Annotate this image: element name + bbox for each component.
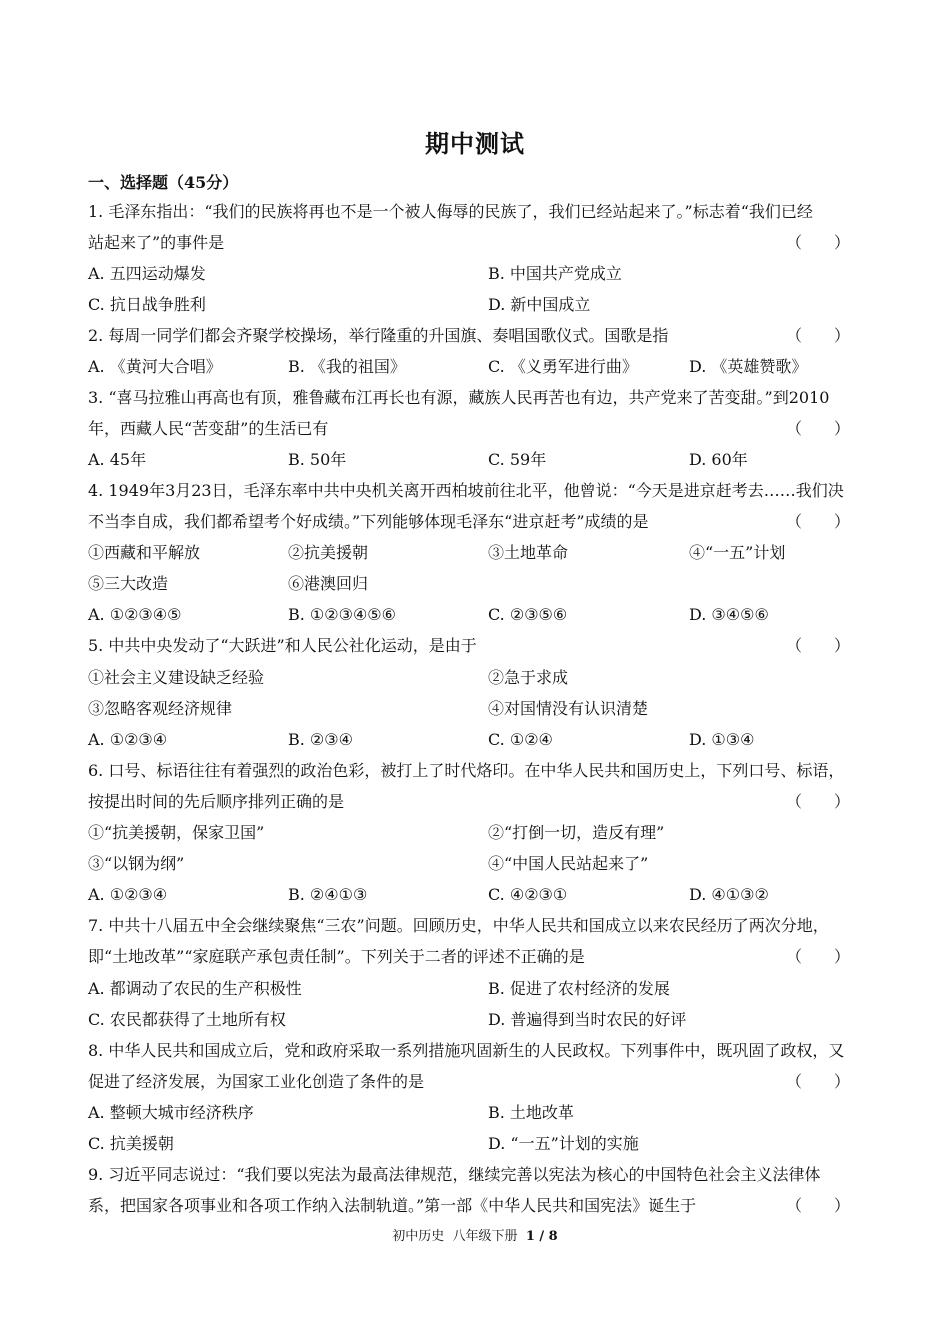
- footer-page-number: 1 / 8: [525, 1229, 558, 1244]
- q7-option-b: B. 促进了农村经济的发展: [488, 979, 670, 998]
- answer-bracket: （ ）: [785, 1196, 850, 1215]
- q5-option-a: A. ①②③④: [88, 730, 168, 749]
- q2-option-b: B. 《我的祖国》: [288, 357, 406, 376]
- question-5-options: [88, 724, 864, 755]
- section-heading: 一、选择题（45分）: [88, 173, 239, 192]
- q2-option-c: C. 《义勇军进行曲》: [488, 357, 638, 376]
- q4-option-d: D. ③④⑤⑥: [689, 605, 769, 624]
- question-8-options-row1: [88, 1097, 864, 1128]
- q5-item-3: ③忽略客观经济规律: [88, 699, 233, 718]
- q5-item-4: ④对国情没有认识清楚: [488, 699, 649, 718]
- question-6-items-row1: [88, 817, 864, 848]
- q8-option-c: C. 抗美援朝: [88, 1134, 174, 1153]
- q6-item-3: ③“以钢为纲”: [88, 854, 185, 873]
- q6-option-b: B. ②④①③: [288, 885, 368, 904]
- q6-item-1: ①“抗美援朝，保家卫国”: [88, 823, 265, 842]
- question-4-stem: 4. 1949年3月23日，毛泽东率中共中央机关离开西柏坡前往北平，他曾说：“今天是进京赶考去……我们决: [88, 481, 844, 500]
- q4-item-5: ⑤三大改造: [88, 574, 169, 593]
- question-7-options-row2: [88, 1004, 864, 1035]
- page-footer: [0, 1225, 950, 1244]
- answer-bracket: （ ）: [785, 947, 850, 966]
- q6-option-c: C. ④②③①: [488, 885, 568, 904]
- q2-option-d: D. 《英雄赞歌》: [689, 357, 808, 376]
- question-4-options: [88, 599, 864, 630]
- question-1-options-row1: [88, 258, 864, 289]
- question-9-stem-cont: 系，把国家各项事业和各项工作纳入法制轨道。”第一部《中华人民共和国宪法》诞生于 （ ）: [88, 1190, 864, 1221]
- answer-bracket: （ ）: [785, 419, 850, 438]
- q4-item-3: ③土地革命: [488, 543, 569, 562]
- question-1-options-row2: [88, 289, 864, 320]
- q6-item-2: ②“打倒一切，造反有理”: [488, 823, 665, 842]
- question-6-options: [88, 879, 864, 910]
- question-5-stem: 5. 中共中央发动了“大跃进”和人民公社化运动，是由于 （ ）: [88, 630, 864, 661]
- question-7-stem: 7. 中共十八届五中全会继续聚焦“三农”问题。回顾历史，中华人民共和国成立以来农民经历了两次分地，: [88, 916, 829, 935]
- q4-option-b: B. ①②③④⑤⑥: [288, 605, 396, 624]
- question-2-options: [88, 351, 864, 382]
- q3-option-d: D. 60年: [689, 450, 748, 469]
- q7-option-a: A. 都调动了农民的生产积极性: [88, 979, 302, 998]
- question-8-stem: 8. 中华人民共和国成立后，党和政府采取一系列措施巩固新生的人民政权。下列事件中，既巩固了政权，又: [88, 1041, 845, 1060]
- question-8-options-row2: [88, 1128, 864, 1159]
- page-title: 期中测试: [425, 129, 525, 158]
- q6-option-d: D. ④①③②: [689, 885, 769, 904]
- q1-option-d: D. 新中国成立: [488, 295, 591, 314]
- q3-option-b: B. 50年: [288, 450, 347, 469]
- footer-course: 初中历史: [392, 1229, 445, 1244]
- question-3-options: [88, 444, 864, 475]
- q3-option-c: C. 59年: [488, 450, 547, 469]
- answer-bracket: （ ）: [785, 1072, 850, 1091]
- q7-option-c: C. 农民都获得了土地所有权: [88, 1010, 286, 1029]
- q5-item-1: ①社会主义建设缺乏经验: [88, 668, 265, 687]
- question-5-items-row2: [88, 693, 864, 724]
- question-8-stem-cont: 促进了经济发展，为国家工业化创造了条件的是 （ ）: [88, 1066, 864, 1097]
- question-6-stem: 6. 口号、标语往往有着强烈的政治色彩，被打上了时代烙印。在中华人民共和国历史上，下列口号、标语，: [88, 761, 845, 780]
- q4-item-1: ①西藏和平解放: [88, 543, 201, 562]
- q3-option-a: A. 45年: [88, 450, 147, 469]
- q5-option-d: D. ①③④: [689, 730, 755, 749]
- q1-option-b: B. 中国共产党成立: [488, 264, 622, 283]
- q5-item-2: ②急于求成: [488, 668, 569, 687]
- answer-bracket: （ ）: [785, 636, 850, 655]
- q4-option-a: A. ①②③④⑤: [88, 605, 182, 624]
- footer-grade: 八年级下册: [452, 1229, 518, 1244]
- question-1-stem-cont: 站起来了”的事件是 （ ）: [88, 227, 864, 258]
- q6-option-a: A. ①②③④: [88, 885, 168, 904]
- question-7-stem-cont: 即“土地改革”“家庭联产承包责任制”。下列关于二者的评述不正确的是 （ ）: [88, 941, 864, 972]
- question-2-stem: 2. 每周一同学们都会齐聚学校操场，举行隆重的升国旗、奏唱国歌仪式。国歌是指 （ ）: [88, 320, 864, 351]
- q8-option-a: A. 整顿大城市经济秩序: [88, 1103, 254, 1122]
- question-4-stem-cont: 不当李自成，我们都希望考个好成绩。”下列能够体现毛泽东“进京赶考”成绩的是 （ ）: [88, 506, 864, 537]
- question-4-items-row1: [88, 537, 864, 568]
- question-9-stem: 9. 习近平同志说过：“我们要以宪法为最高法律规范，继续完善以宪法为核心的中国特色社会主义法律体: [88, 1165, 821, 1184]
- q4-item-6: ⑥港澳回归: [288, 574, 369, 593]
- q4-item-2: ②抗美援朝: [288, 543, 369, 562]
- question-5-items-row1: [88, 662, 864, 693]
- answer-bracket: （ ）: [785, 792, 850, 811]
- q2-option-a: A. 《黄河大合唱》: [88, 357, 222, 376]
- question-7-options-row1: [88, 973, 864, 1004]
- q5-option-c: C. ①②④: [488, 730, 553, 749]
- question-4-items-row2: [88, 568, 864, 599]
- q8-option-b: B. 土地改革: [488, 1103, 574, 1122]
- q8-option-d: D. “一五”计划的实施: [488, 1134, 639, 1153]
- q6-item-4: ④“中国人民站起来了”: [488, 854, 649, 873]
- q1-option-a: A. 五四运动爆发: [88, 264, 206, 283]
- q7-option-d: D. 普遍得到当时农民的好评: [488, 1010, 687, 1029]
- q5-option-b: B. ②③④: [288, 730, 353, 749]
- answer-bracket: （ ）: [785, 326, 850, 345]
- question-3-stem-cont: 年，西藏人民“苦变甜”的生活已有 （ ）: [88, 413, 864, 444]
- q1-option-c: C. 抗日战争胜利: [88, 295, 206, 314]
- question-1-stem: 1. 毛泽东指出：“我们的民族将再也不是一个被人侮辱的民族了，我们已经站起来了。”标志着“我们已经: [88, 202, 813, 221]
- question-6-stem-cont: 按提出时间的先后顺序排列正确的是 （ ）: [88, 786, 864, 817]
- question-6-items-row2: [88, 848, 864, 879]
- answer-bracket: （ ）: [785, 233, 850, 252]
- question-3-stem: 3. “喜马拉雅山再高也有顶，雅鲁藏布江再长也有源，藏族人民再苦也有边，共产党来了苦变甜。”到2010: [88, 388, 830, 407]
- answer-bracket: （ ）: [785, 512, 850, 531]
- q4-option-c: C. ②③⑤⑥: [488, 605, 568, 624]
- q4-item-4: ④“一五”计划: [689, 543, 786, 562]
